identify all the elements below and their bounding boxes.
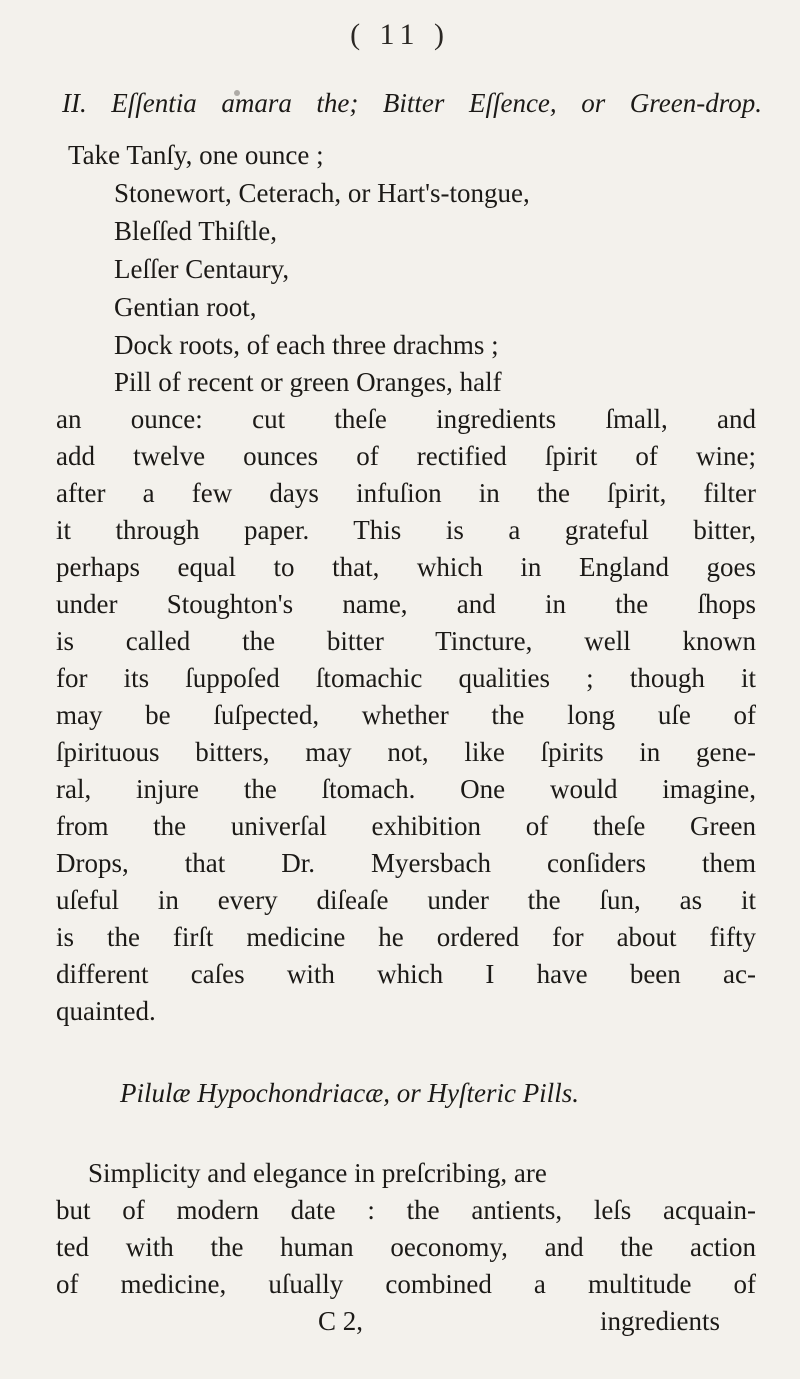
paragraph-line: from the univerſal exhibition of theſe Green [56,811,756,841]
ingredient-line: Pill of recent or green Oranges, half [114,367,502,397]
section-heading-hysteric-pills: Pilulæ Hypochondriacæ, or Hyſteric Pills. [120,1078,579,1108]
paragraph-line: after a few days infuſion in the ſpirit, filter [56,478,756,508]
paragraph-line: it through paper. This is a grateful bitter, [56,515,756,545]
paragraph-line: Simplicity and elegance in preſcribing, are [88,1158,547,1188]
paragraph-line: ral, injure the ſtomach. One would imagine, [56,774,756,804]
section-heading-essentia-amara: II. Eſſentia amara the; Bitter Eſſence, or Green-drop. [62,88,762,118]
paragraph-line: but of modern date : the antients, leſs acquain- [56,1195,756,1225]
catchword: ingredients [600,1306,720,1336]
paragraph-line: for its ſuppoſed ſtomachic qualities ; though it [56,663,756,693]
ingredient-line: Stonewort, Ceterach, or Hart's-tongue, [114,178,530,208]
paragraph-line: under Stoughton's name, and in the ſhops [56,589,756,619]
paragraph-line: uſeful in every diſeaſe under the ſun, as it [56,885,756,915]
paragraph-line: may be ſuſpected, whether the long uſe of [56,700,756,730]
paragraph-line: of medicine, uſually combined a multitude of [56,1269,756,1299]
ingredient-line: Gentian root, [114,292,257,322]
paragraph-line: ted with the human oeconomy, and the action [56,1232,756,1262]
paragraph-line: is called the bitter Tincture, well known [56,626,756,656]
page-number: ( 11 ) [350,18,450,51]
paragraph-line: perhaps equal to that, which in England goes [56,552,756,582]
ingredient-line: Bleſſed Thiſtle, [114,216,277,246]
paragraph-line: add twelve ounces of rectified ſpirit of wine; [56,441,756,471]
ingredient-line: Take Tanſy, one ounce ; [68,140,324,170]
signature-mark: C 2, [318,1306,364,1336]
paragraph-line: different caſes with which I have been ac- [56,959,756,989]
paragraph-line: ſpirituous bitters, may not, like ſpirits in gene- [56,737,756,767]
paragraph-line: an ounce: cut theſe ingredients ſmall, and [56,404,756,434]
paragraph-line: quainted. [56,996,156,1026]
paragraph-line: is the firſt medicine he ordered for about fifty [56,922,756,952]
ingredient-line: Dock roots, of each three drachms ; [114,330,499,360]
paragraph-line: Drops, that Dr. Myersbach conſiders them [56,848,756,878]
ingredient-line: Leſſer Centaury, [114,254,290,284]
